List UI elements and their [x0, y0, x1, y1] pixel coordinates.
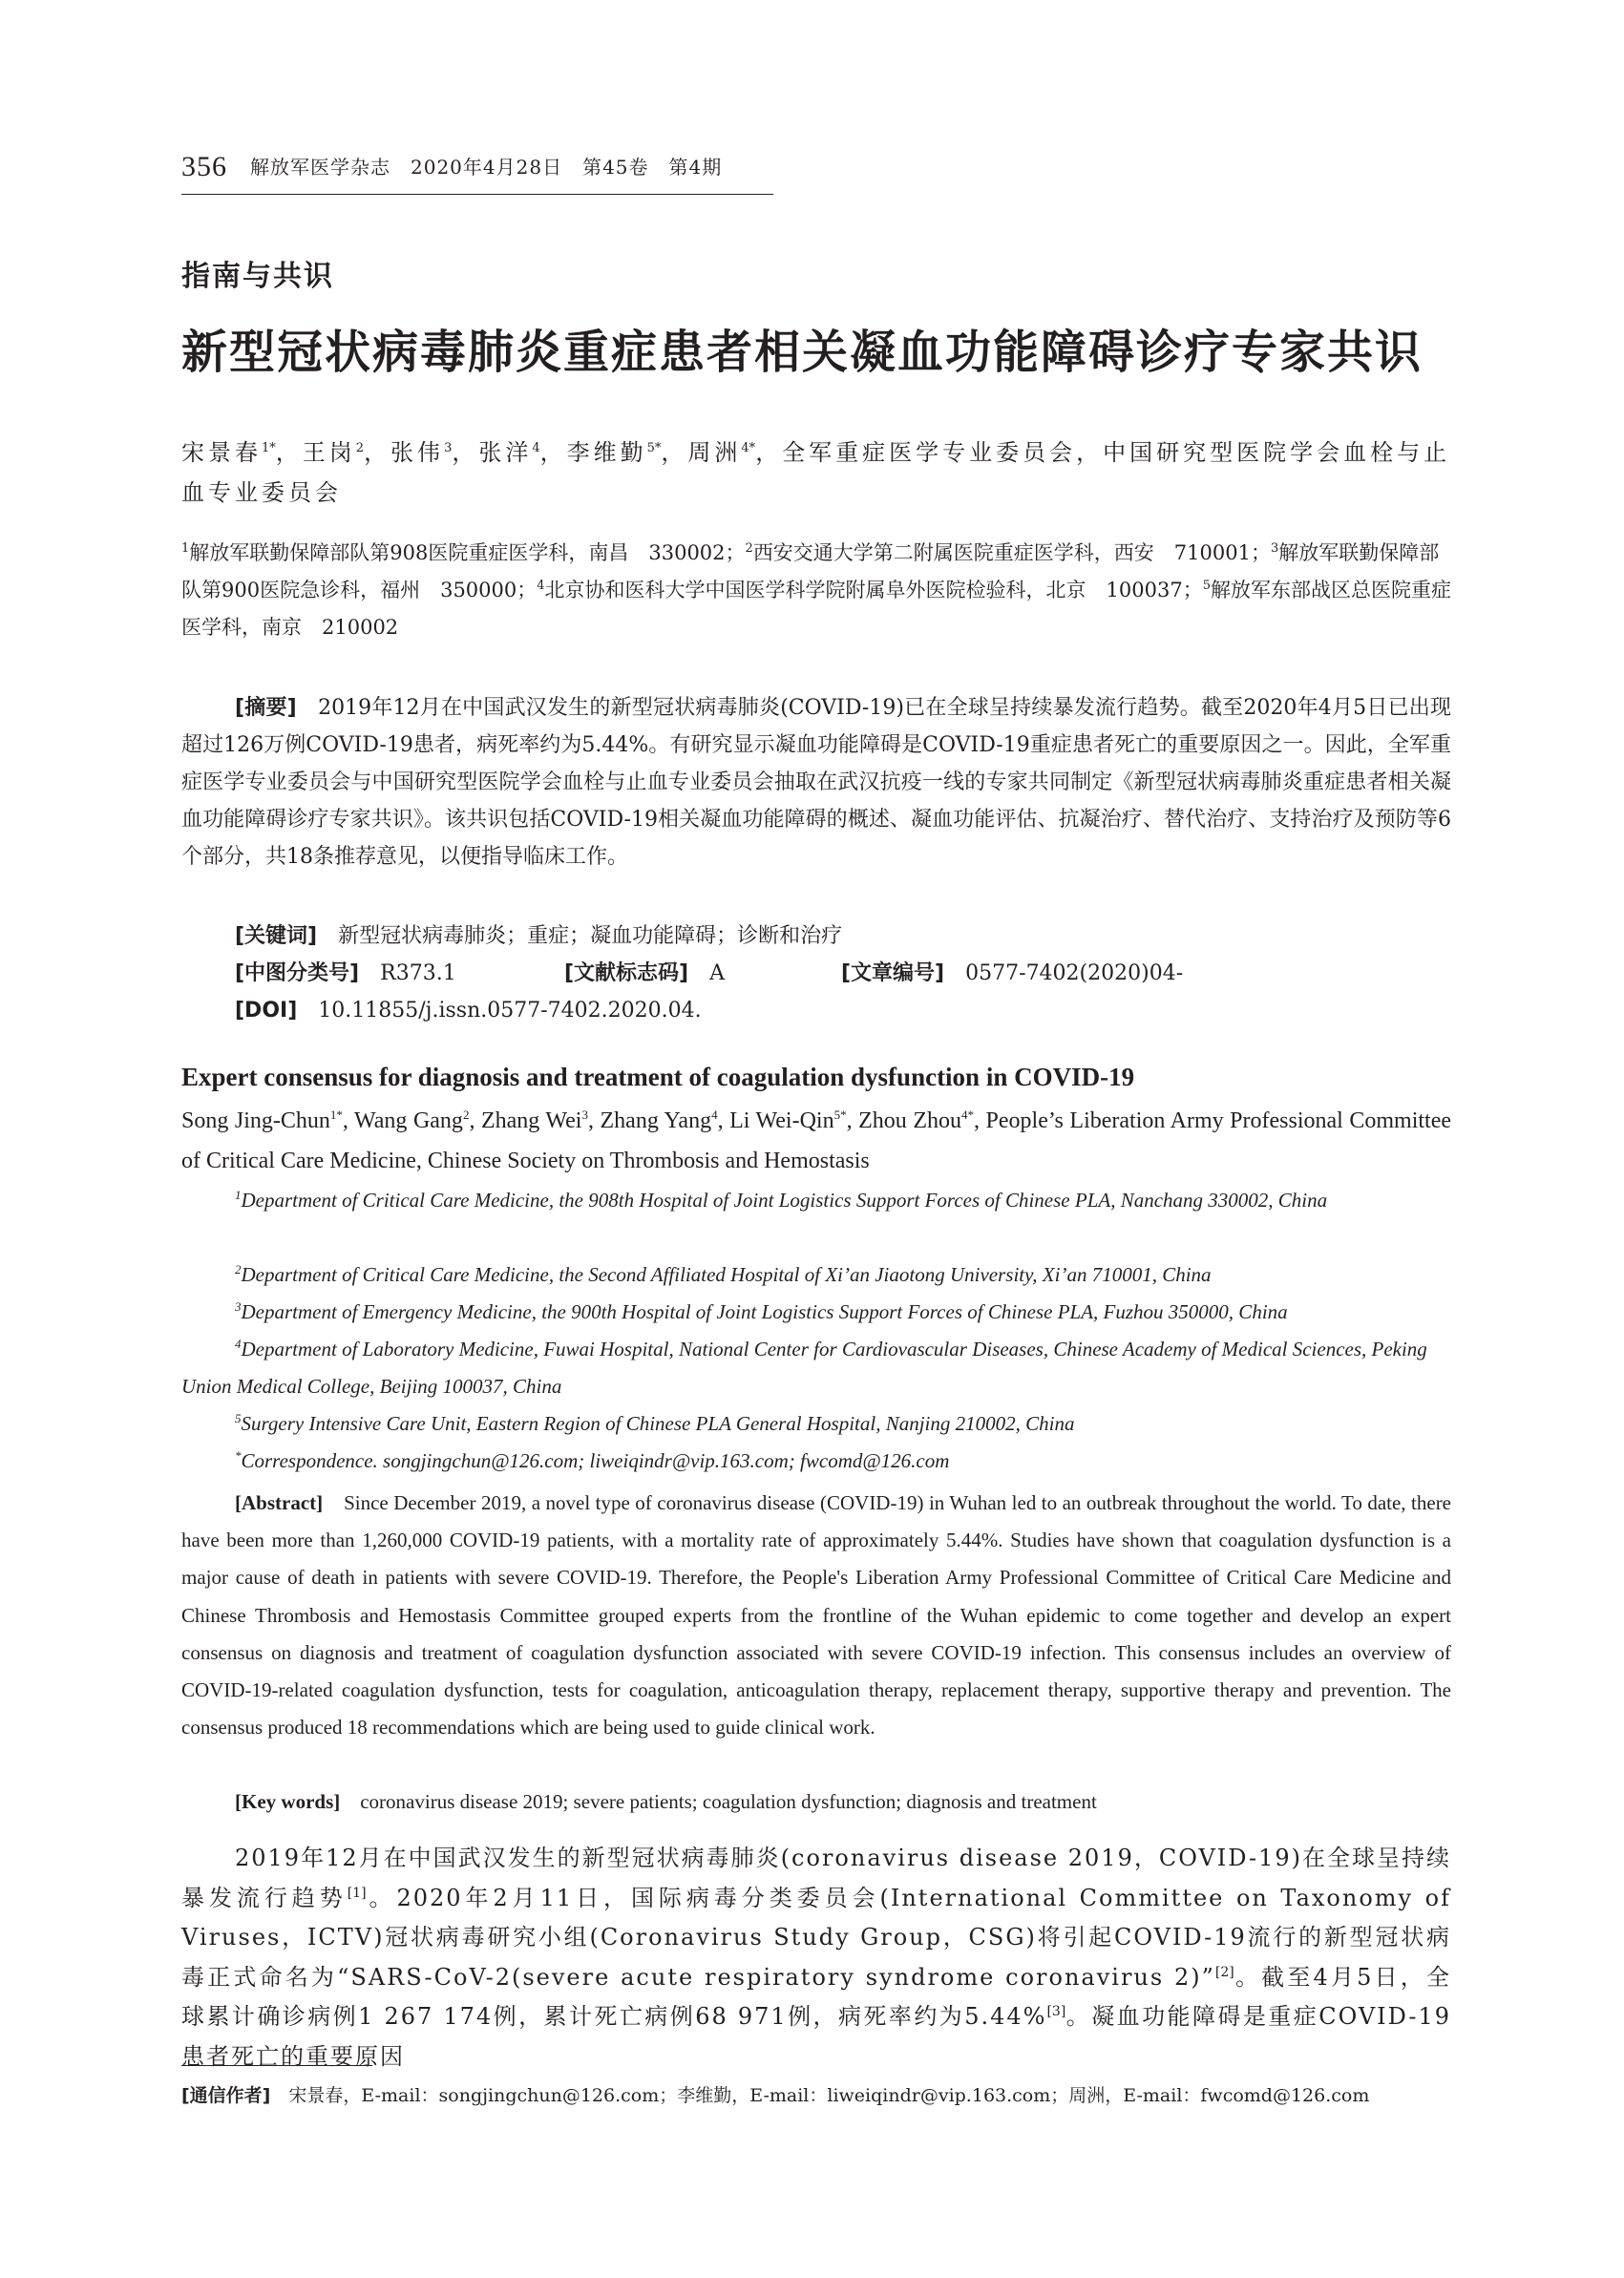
authors-en	[181, 1101, 1451, 1181]
author-sup: 3	[444, 441, 453, 455]
author-sup: 2	[355, 441, 365, 455]
affiliation-en	[181, 1182, 1451, 1219]
author-sup: 1*	[262, 441, 276, 455]
affil-text: 西安交通大学第二附属医院重症医学科，西安 710001；	[752, 541, 1271, 564]
affil-sup: 4	[235, 1337, 242, 1351]
author-name: ，王岗	[275, 439, 356, 466]
article-title: 新型冠状病毒肺炎重症患者相关凝血功能障碍诊疗专家共识	[181, 326, 1424, 379]
footnote-rule	[181, 2065, 372, 2066]
footnote	[181, 2081, 1451, 2110]
affil-en-text: Department of Critical Care Medicine, the 908th Hospital of Joint Logistics Support Forces of Chinese PLA, Nanchang 330002, China	[241, 1189, 1328, 1212]
affil-sup: 2	[745, 541, 753, 556]
classification-line	[235, 955, 1183, 992]
keywords-en-text: coronavirus disease 2019; severe patients; coagulation dysfunction; diagnosis and treatment	[360, 1790, 1097, 1813]
doi-value: 10.11855/j.issn.0577-7402.2020.04.	[318, 999, 702, 1023]
citation-ref: [3]	[1046, 2004, 1066, 2019]
correspondence-en	[181, 1443, 1451, 1480]
abstract-cn	[181, 689, 1451, 875]
affiliation-en	[181, 1256, 1451, 1294]
affil-sup: *	[235, 1448, 242, 1463]
author-sup: 1*	[329, 1107, 343, 1122]
footnote-text: 宋景春，E-mail：songjingchun@126.com；李维勤，E-mail：liweiqindr@vip.163.com；周洲，E-mail：fwcomd@126.com	[288, 2085, 1370, 2106]
author-groups-en: , People’s Liberation Army Professional Committee of Critical Care Medicine, Chinese Society on Thrombosis and Hemostasis	[181, 1108, 1452, 1173]
affil-en-text: Department of Critical Care Medicine, the Second Affiliated Hospital of Xi’an Jiaotong University, Xi’an 710001, China	[241, 1263, 1212, 1286]
keywords-cn-text: 新型冠状病毒肺炎；重症；凝血功能障碍；诊断和治疗	[338, 924, 843, 948]
running-header	[181, 151, 722, 185]
affil-en-text: Surgery Intensive Care Unit, Eastern Region of Chinese PLA General Hospital, Nanjing 210002, China	[241, 1412, 1075, 1435]
author-name: 宋景春	[181, 439, 262, 466]
article-page	[181, 0, 1451, 2278]
english-title: Expert consensus for diagnosis and treatment of coagulation dysfunction in COVID-19	[181, 1063, 1135, 1091]
author-sup: 4*	[961, 1107, 975, 1122]
affiliation-en	[181, 1331, 1451, 1405]
author-name: ，张洋	[452, 439, 533, 466]
affil-sup: 5	[1202, 579, 1211, 593]
keywords-cn-label: [关键词]	[235, 924, 318, 948]
body-text: 。截至4月5日，全球累计确诊病例1 267 174例，累计死亡病例68 971例，病死率约为5.44%	[181, 1963, 1451, 2030]
author-name-en: , Zhang Yang	[587, 1108, 712, 1133]
author-name: ，李维勤	[539, 439, 647, 466]
body-text: 。2020年2月11日，国际病毒分类委员会(International Committee on Taxonomy of Viruses，ICTV)冠状病毒研究小组(Coronavirus Study Group，CSG)将引起COVID-19流行的新型冠状病毒正式命名为“SARS-CoV-2(severe acute respiratory syndrome coronavirus 2)”	[181, 1884, 1452, 1991]
affil-sup: 2	[235, 1262, 242, 1276]
body-paragraph	[181, 1839, 1451, 2077]
abstract-en	[181, 1485, 1451, 1746]
keywords-cn	[235, 918, 842, 955]
author-sup: 2	[462, 1107, 470, 1122]
body-text: 。凝血功能障碍是重症COVID-19患者死亡的重要原因	[181, 2003, 1451, 2070]
affil-sup: 1	[181, 541, 190, 556]
author-sup: 4	[711, 1107, 718, 1122]
affil-text: 解放军联勤保障部队第908医院重症医学科，南昌 330002；	[189, 541, 746, 564]
doi-label: [DOI]	[235, 999, 298, 1023]
affil-sup: 4	[537, 579, 545, 593]
affil-text: 北京协和医科大学中国医学科学院附属阜外医院检验科，北京 100037；	[544, 579, 1203, 601]
author-name-en: , Wang Gang	[342, 1108, 463, 1133]
affil-sup: 1	[235, 1188, 242, 1202]
journal-info: 解放军医学杂志 2020年4月28日 第45卷 第4期	[250, 156, 723, 179]
author-sup: 4	[532, 441, 540, 455]
author-name-en: , Zhou Zhou	[846, 1108, 962, 1133]
affil-en-text: Department of Laboratory Medicine, Fuwai Hospital, National Center for Cardiovascular Diseases, Chinese Academy of Medical Sciences, Peking Union Medical College, Beijing 100037, China	[181, 1338, 1427, 1398]
keywords-en-label: [Key words]	[235, 1790, 341, 1813]
affil-text: 解放军联勤保障部队第900医院急诊科，福州 350000；	[181, 541, 1440, 601]
author-sup: 5*	[646, 441, 662, 455]
author-sup: 4*	[741, 441, 756, 455]
citation-ref: [1]	[347, 1885, 367, 1901]
affil-text: 解放军东部战区总医院重症医学科，南京 210002	[181, 579, 1451, 639]
affil-sup: 5	[235, 1411, 242, 1425]
affiliations-cn	[181, 535, 1451, 646]
abstract-en-label: [Abstract]	[235, 1491, 324, 1514]
section-label: 指南与共识	[181, 260, 334, 293]
author-name-en: , Zhang Wei	[469, 1108, 582, 1133]
affil-sup: 3	[1270, 541, 1279, 556]
affil-sup: 3	[235, 1299, 242, 1314]
author-groups: ，全军重症医学专业委员会，中国研究型医院学会血栓与止血专业委员会	[181, 439, 1451, 506]
author-name-en: , Li Wei-Qin	[717, 1108, 834, 1133]
clc-value: R373.1	[380, 961, 456, 985]
affil-en-text: Department of Emergency Medicine, the 900th Hospital of Joint Logistics Support Forces of Chinese PLA, Fuzhou 350000, China	[241, 1300, 1288, 1323]
affiliation-en	[181, 1294, 1451, 1331]
footnote-label: [通信作者]	[181, 2085, 271, 2106]
article-no-value: 0577-7402(2020)04-	[965, 961, 1184, 985]
author-name-en: Song Jing-Chun	[181, 1108, 330, 1133]
abstract-cn-text: 2019年12月在中国武汉发生的新型冠状病毒肺炎(COVID-19)已在全球呈持续暴发流行趋势。截至2020年4月5日已出现超过126万例COVID-19患者，病死率约为5.44%。有研究显示凝血功能障碍是COVID-19重症患者死亡的重要原因之一。因此，全军重症医学专业委员会与中国研究型医院学会血栓与止血专业委员会抽取在武汉抗疫一线的专家共同制定《新型冠状病毒肺炎重症患者相关凝血功能障碍诊疗专家共识》。该共识包括COVID-19相关凝血功能障碍的概述、凝血功能评估、抗凝治疗、替代治疗、支持治疗及预防等6个部分，共18条推荐意见，以便指导临床工作。	[181, 696, 1451, 869]
body-text: 2019年12月在中国武汉发生的新型冠状病毒肺炎(coronavirus disease 2019，COVID-19)在全球呈持续暴发流行趋势	[181, 1845, 1451, 1911]
doc-code-value: A	[709, 961, 726, 985]
affil-en-text: Correspondence. songjingchun@126.com; liweiqindr@vip.163.com; fwcomd@126.com	[241, 1449, 950, 1472]
author-name: ，张伟	[364, 439, 445, 466]
header-rule	[181, 194, 773, 195]
clc-label: [中图分类号]	[235, 961, 360, 985]
article-no-label: [文章编号]	[841, 961, 945, 985]
page-number: 356	[181, 151, 227, 182]
authors-cn	[181, 432, 1451, 513]
affiliation-en	[181, 1405, 1451, 1443]
doc-code-label: [文献标志码]	[564, 961, 689, 985]
author-name: ，周洲	[661, 439, 742, 466]
doi-line	[235, 992, 702, 1029]
citation-ref: [2]	[1214, 1964, 1234, 1980]
author-sup: 3	[581, 1107, 588, 1122]
keywords-en	[235, 1783, 1097, 1821]
author-sup: 5*	[833, 1107, 847, 1122]
abstract-en-text: Since December 2019, a novel type of coronavirus disease (COVID-19) in Wuhan led to an outbreak throughout the world. To date, there have been more than 1,260,000 COVID-19 patients, with a mortality rate of approximately 5.44%. Studies have shown that coagulation dysfunction is a major cause of death in patients with severe COVID-19. Therefore, the People's Liberation Army Professional Committee of Critical Care Medicine and Chinese Thrombosis and Hemostasis Committee grouped experts from the frontline of the Wuhan epidemic to come together and develop an expert consensus on diagnosis and treatment of coagulation dysfunction associated with severe COVID-19 infection. This consensus includes an overview of COVID-19-related coagulation dysfunction, tests for coagulation, anticoagulation therapy, replacement therapy, supportive therapy and prevention. The consensus produced 18 recommendations which are being used to guide clinical work.	[181, 1491, 1452, 1740]
abstract-cn-label: [摘要]	[235, 696, 297, 720]
